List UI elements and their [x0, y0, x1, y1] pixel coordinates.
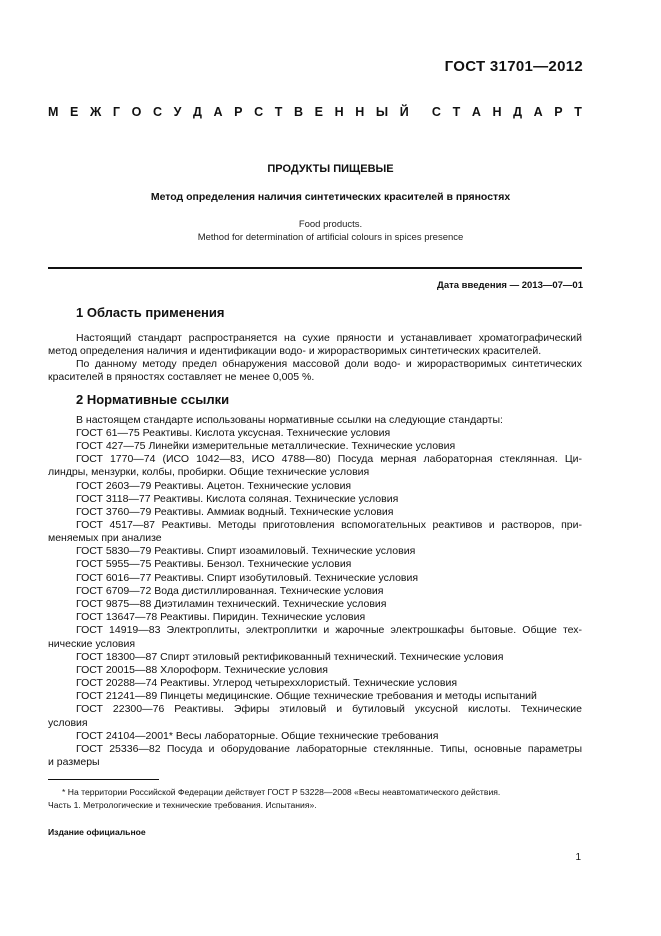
paragraph-line: красителей в пряностях составляет не менее 0,005 %.	[48, 371, 315, 383]
reference-line: ГОСТ 25336—82 Посуда и оборудование лабораторные стеклянные. Типы, основные параметры	[76, 743, 582, 755]
banner-letter: У	[173, 105, 182, 119]
footnote-line-2: Часть 1. Метрологические и технические требования. Испытания».	[48, 800, 317, 810]
banner-letter: Ы	[375, 105, 389, 119]
reference-line: ГОСТ 5830—79 Реактивы. Спирт изоамиловый. Технические условия	[76, 545, 416, 557]
reference-line: ГОСТ 427—75 Линейки измерительные металлические. Технические условия	[76, 440, 456, 452]
banner-letter: А	[533, 105, 543, 119]
reference-line: В настоящем стандарте использованы нормативные ссылки на следующие стандарты:	[76, 414, 503, 426]
reference-line: ГОСТ 18300—87 Спирт этиловый ректификованный технический. Технические условия	[76, 651, 504, 663]
banner-letter: Д	[192, 105, 202, 119]
banner-letter: Г	[112, 105, 120, 119]
standard-number: ГОСТ 31701—2012	[444, 58, 583, 75]
reference-line: условия	[48, 717, 88, 729]
banner-letter: О	[131, 105, 142, 119]
banner-letter: Т	[452, 105, 461, 119]
interstate-standard-banner	[48, 105, 582, 119]
reference-line: ГОСТ 22300—76 Реактивы. Эфиры этиловый и бутиловый уксусной кислоты. Технические	[76, 703, 582, 715]
reference-line: линдры, мензурки, колбы, пробирки. Общие технические условия	[48, 466, 370, 478]
banner-letter: Д	[513, 105, 522, 119]
title-divider	[48, 267, 582, 269]
reference-line: ГОСТ 6016—77 Реактивы. Спирт изобутиловый. Технические условия	[76, 572, 419, 584]
banner-letter: Р	[554, 105, 563, 119]
reference-line: ГОСТ 13647—78 Реактивы. Пиридин. Технические условия	[76, 611, 366, 623]
footnote-line-1: * На территории Российской Федерации действует ГОСТ Р 53228—2008 «Весы неавтоматического действия.	[62, 787, 501, 797]
banner-letter: Т	[274, 105, 283, 119]
banner-letter: Н	[492, 105, 502, 119]
document-subtitle: Метод определения наличия синтетических красителей в пряностях	[150, 191, 511, 203]
reference-line: ГОСТ 20288—74 Реактивы. Углерод четыреххлористый. Технические условия	[76, 677, 458, 689]
paragraph-line: Настоящий стандарт распространяется на сухие пряности и устанавливает хроматографический	[76, 332, 582, 344]
reference-line: ГОСТ 3760—79 Реактивы. Аммиак водный. Технические условия	[76, 506, 394, 518]
reference-line: ГОСТ 61—75 Реактивы. Кислота уксусная. Технические условия	[76, 427, 391, 439]
banner-letter: А	[471, 105, 481, 119]
banner-letter: Е	[70, 105, 79, 119]
banner-letter: С	[254, 105, 264, 119]
banner-letter: С	[431, 105, 441, 119]
banner-letter: Е	[314, 105, 323, 119]
paragraph-line: По данному методу предел обнаружения массовой доли водо- и жирорастворимых синтетических	[76, 358, 582, 370]
edition-label: Издание официальное	[48, 827, 146, 837]
english-title-line-2: Method for determination of artificial colours in spices presence	[197, 232, 464, 243]
banner-letter: Р	[234, 105, 243, 119]
reference-line: меняемых при анализе	[48, 532, 162, 544]
reference-line: ГОСТ 24104—2001* Весы лабораторные. Общие технические требования	[76, 730, 439, 742]
document-title: ПРОДУКТЫ ПИЩЕВЫЕ	[267, 163, 394, 175]
banner-letter: С	[152, 105, 162, 119]
reference-line: ГОСТ 1770—74 (ИСО 1042—83, ИСО 4788—80) Посуда мерная лабораторная стеклянная. Ци-	[76, 453, 582, 465]
reference-line: ГОСТ 9875—88 Диэтиламин технический. Технические условия	[76, 598, 387, 610]
reference-line: ГОСТ 4517—87 Реактивы. Методы приготовления вспомогательных реактивов и растворов, при-	[76, 519, 582, 531]
banner-letter: Н	[334, 105, 344, 119]
reference-line: нические условия	[48, 638, 136, 650]
introduction-date: Дата введения — 2013—07—01	[437, 280, 583, 291]
section-1-heading: 1 Область применения	[76, 305, 225, 320]
banner-letter: Й	[399, 105, 409, 119]
reference-line: ГОСТ 6709—72 Вода дистиллированная. Технические условия	[76, 585, 384, 597]
paragraph-line: метод определения наличия и идентификации водо- и жирорастворимых синтетических красителей.	[48, 345, 542, 357]
banner-letter: М	[48, 105, 59, 119]
banner-letter: В	[293, 105, 304, 119]
banner-letter: А	[213, 105, 223, 119]
reference-line: ГОСТ 20015—88 Хлороформ. Технические условия	[76, 664, 328, 676]
english-title-line-1: Food products.	[298, 219, 363, 230]
banner-letter: Н	[355, 105, 365, 119]
footnote-divider	[48, 779, 159, 780]
reference-line: ГОСТ 2603—79 Реактивы. Ацетон. Технические условия	[76, 480, 352, 492]
page-number: 1	[575, 852, 581, 863]
reference-line: ГОСТ 5955—75 Реактивы. Бензол. Технические условия	[76, 558, 352, 570]
section-2-heading: 2 Нормативные ссылки	[76, 392, 230, 407]
reference-line: ГОСТ 21241—89 Пинцеты медицинские. Общие технические требования и методы испытаний	[76, 690, 537, 702]
banner-letter: Ж	[89, 105, 102, 119]
reference-line: ГОСТ 3118—77 Реактивы. Кислота соляная. Технические условия	[76, 493, 399, 505]
reference-line: ГОСТ 14919—83 Электроплиты, электроплитки и жарочные электрошкафы бытовые. Общие тех-	[76, 624, 582, 636]
banner-letter: Т	[574, 105, 582, 119]
reference-line: и размеры	[48, 756, 100, 768]
